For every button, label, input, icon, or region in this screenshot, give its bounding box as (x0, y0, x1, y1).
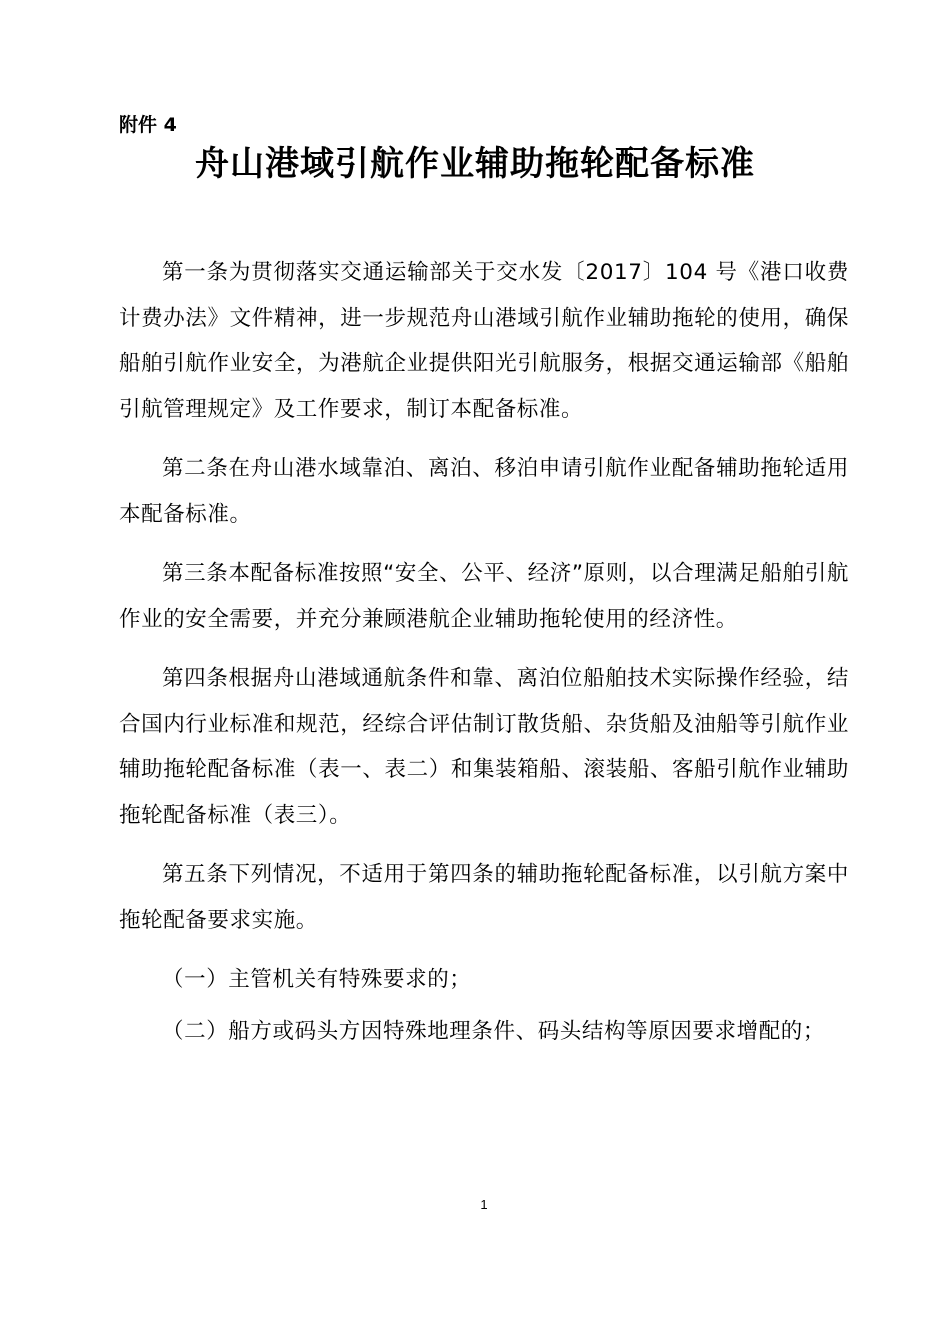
page-number: 1 (480, 1197, 488, 1212)
article-3-paragraph: 第三条本配备标准按照“安全、公平、经济”原则，以合理满足船舶引航作业的安全需要，并充分兼顾港航企业辅助拖轮使用的经济性。 (119, 561, 849, 632)
document-body (119, 250, 849, 1060)
document-title: 舟山港域引航作业辅助拖轮配备标准 (195, 144, 755, 184)
article-1-paragraph: 第一条为贯彻落实交通运输部关于交水发〔2017〕104 号《港口收费计费办法》文件精神，进一步规范舟山港域引航作业辅助拖轮的使用，确保船舶引航作业安全，为港航企业提供阳光引航服务，根据交通运输部《船舶引航管理规定》及工作要求，制订本配备标准。 (119, 260, 849, 422)
attachment-label: 附件 4 (119, 114, 177, 136)
article-2-paragraph: 第二条在舟山港水域靠泊、离泊、移泊申请引航作业配备辅助拖轮适用本配备标准。 (119, 456, 849, 527)
article-5-item-1: （一）主管机关有特殊要求的； (162, 967, 472, 992)
article-5-paragraph: 第五条下列情况，不适用于第四条的辅助拖轮配备标准，以引航方案中拖轮配备要求实施。 (119, 862, 849, 933)
article-4-paragraph: 第四条根据舟山港域通航条件和靠、离泊位船舶技术实际操作经验，结合国内行业标准和规范，经综合评估制订散货船、杂货船及油船等引航作业辅助拖轮配备标准（表一、表二）和集装箱船、滚装船、客船引航作业辅助拖轮配备标准（表三）。 (119, 666, 849, 828)
article-5-item-2: （二）船方或码头方因特殊地理条件、码头结构等原因要求增配的； (162, 1018, 826, 1044)
